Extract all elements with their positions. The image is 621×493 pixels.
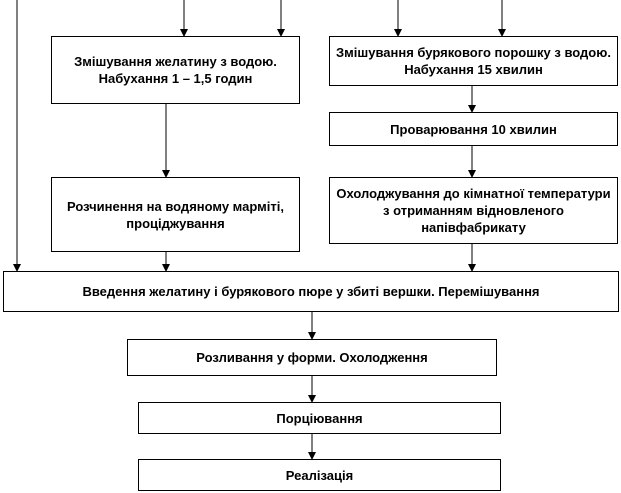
- step-cooling: [329, 177, 618, 244]
- step-combining: [3, 271, 619, 312]
- step-combining-label: Введення желатину і бурякового пюре у збиті вершки. Перемішування: [82, 284, 540, 299]
- step-boiling: [329, 112, 618, 146]
- step-molding: [127, 339, 497, 376]
- step-gelatin-mixing-label: Змішування желатину з водою. Набухання 1 – 1,5 годин: [74, 54, 277, 86]
- step-gelatin-dissolving-label: Розчинення на водяному марміті, проціджування: [67, 198, 284, 231]
- step-beet-mixing-label: Змішування бурякового порошку з водою. Набухання 15 хвилин: [336, 45, 611, 77]
- step-portioning-label: Порціювання: [276, 410, 363, 426]
- step-boiling-label: Проварювання 10 хвилин: [390, 121, 557, 137]
- step-molding-label: Розливання у форми. Охолодження: [196, 350, 428, 365]
- step-beet-mixing: [329, 36, 618, 86]
- step-cooling-label: Охолоджування до кімнатної температури з отриманням відновленого напівфабрикату: [336, 186, 611, 235]
- step-gelatin-mixing: [51, 36, 300, 104]
- step-sale-label: Реалізація: [285, 467, 354, 483]
- step-gelatin-dissolving: [51, 177, 300, 252]
- step-sale: [138, 459, 501, 491]
- step-portioning: [138, 402, 501, 434]
